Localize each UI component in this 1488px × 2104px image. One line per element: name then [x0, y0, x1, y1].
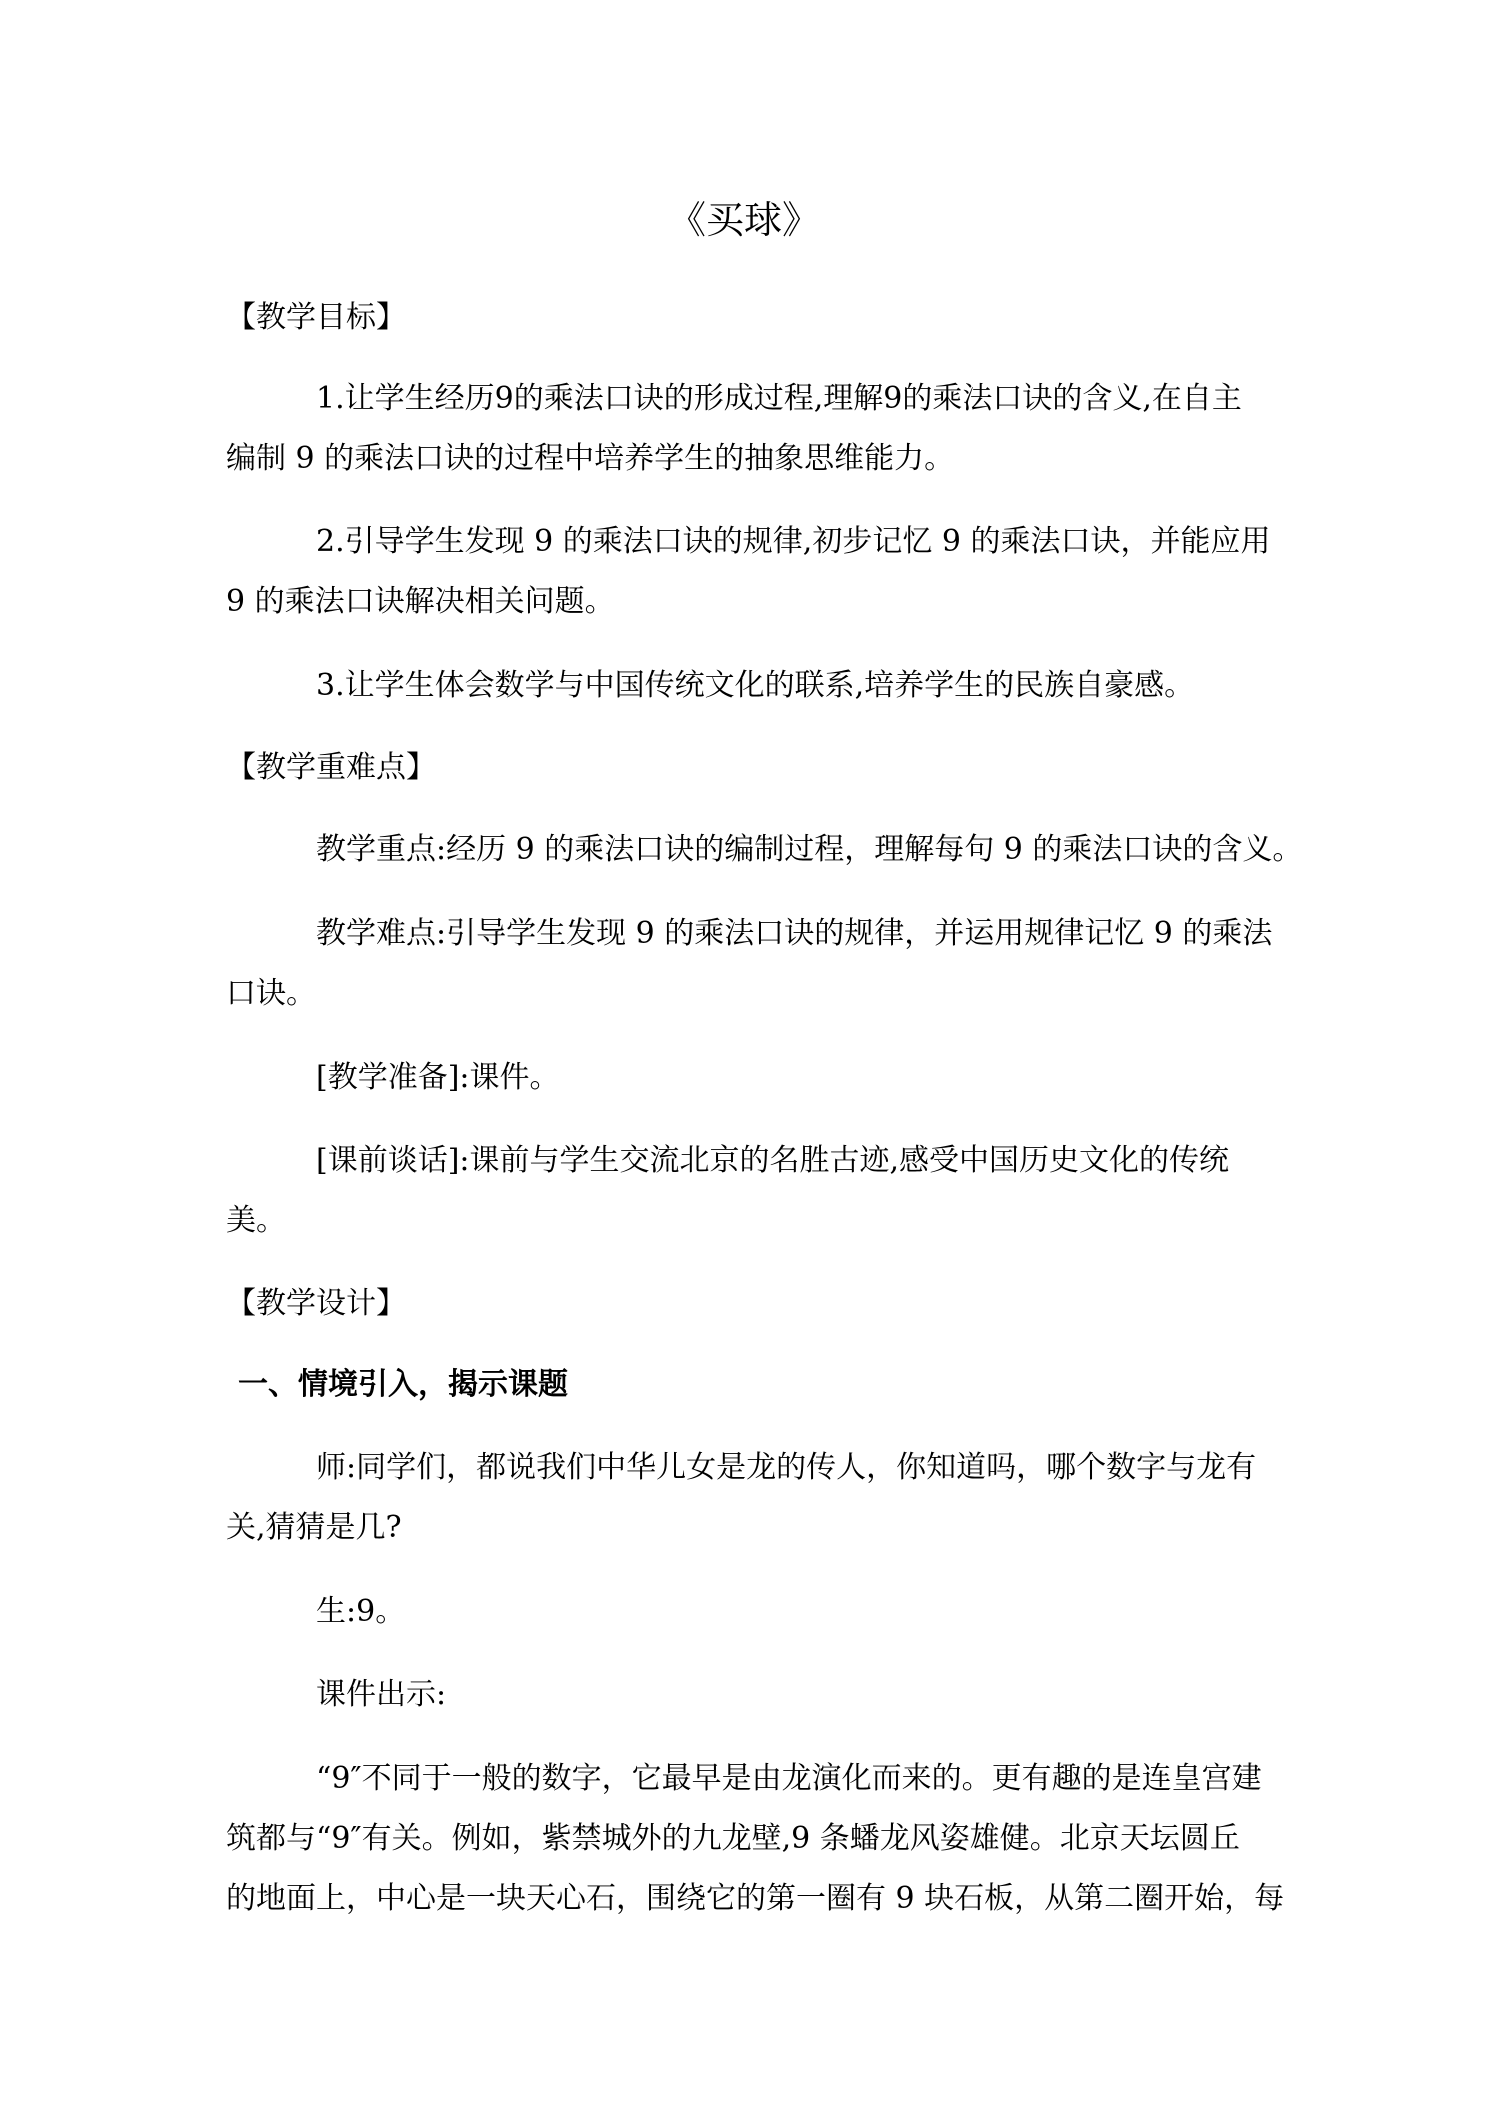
- objective-1-line-1: 1.让学生经历9的乘法口诀的形成过程,理解9的乘法口诀的含义,在自主: [316, 381, 1242, 416]
- objectives-heading: 【教学目标】: [226, 300, 406, 335]
- keypoint-focus: 教学重点:经历 9 的乘法口诀的编制过程，理解每句 9 的乘法口诀的含义。: [316, 832, 1303, 867]
- keypoint-difficulty-line-2: 口诀。: [226, 976, 316, 1011]
- keypoints-heading: 【教学重难点】: [226, 750, 436, 785]
- teacher-question-line-2: 关,猜猜是几?: [226, 1510, 402, 1545]
- story-line-1: “9″不同于一般的数字，它最早是由龙演化而来的。更有趣的是连皇宫建: [316, 1761, 1262, 1796]
- keypoint-difficulty-line-1: 教学难点:引导学生发现 9 的乘法口诀的规律，并运用规律记忆 9 的乘法: [316, 916, 1273, 951]
- student-answer: 生:9。: [316, 1594, 406, 1629]
- preparation: [教学准备]:课件。: [316, 1060, 560, 1095]
- pre-talk-line-2: 美。: [226, 1203, 286, 1238]
- objective-3: 3.让学生体会数学与中国传统文化的联系,培养学生的民族自豪感。: [316, 668, 1195, 703]
- objective-1-line-2: 编制 9 的乘法口诀的过程中培养学生的抽象思维能力。: [226, 441, 955, 476]
- story-line-2: 筑都与“9″有关。例如，紫禁城外的九龙壁,9 条蟠龙风姿雄健。北京天坛圆丘: [226, 1821, 1240, 1856]
- objective-2-line-2: 9 的乘法口诀解决相关问题。: [226, 584, 615, 619]
- courseware-label: 课件出示:: [316, 1677, 447, 1712]
- document-title: 《买球》: [667, 198, 820, 242]
- part1-heading: 一、情境引入，揭示课题: [238, 1367, 568, 1402]
- design-heading: 【教学设计】: [226, 1286, 406, 1321]
- teacher-question-line-1: 师:同学们，都说我们中华儿女是龙的传人，你知道吗，哪个数字与龙有: [316, 1450, 1257, 1485]
- objective-2-line-1: 2.引导学生发现 9 的乘法口诀的规律,初步记忆 9 的乘法口诀，并能应用: [316, 524, 1271, 559]
- story-line-3: 的地面上，中心是一块天心石，围绕它的第一圈有 9 块石板，从第二圈开始，每: [226, 1881, 1285, 1916]
- pre-talk-line-1: [课前谈话]:课前与学生交流北京的名胜古迹,感受中国历史文化的传统: [316, 1143, 1230, 1178]
